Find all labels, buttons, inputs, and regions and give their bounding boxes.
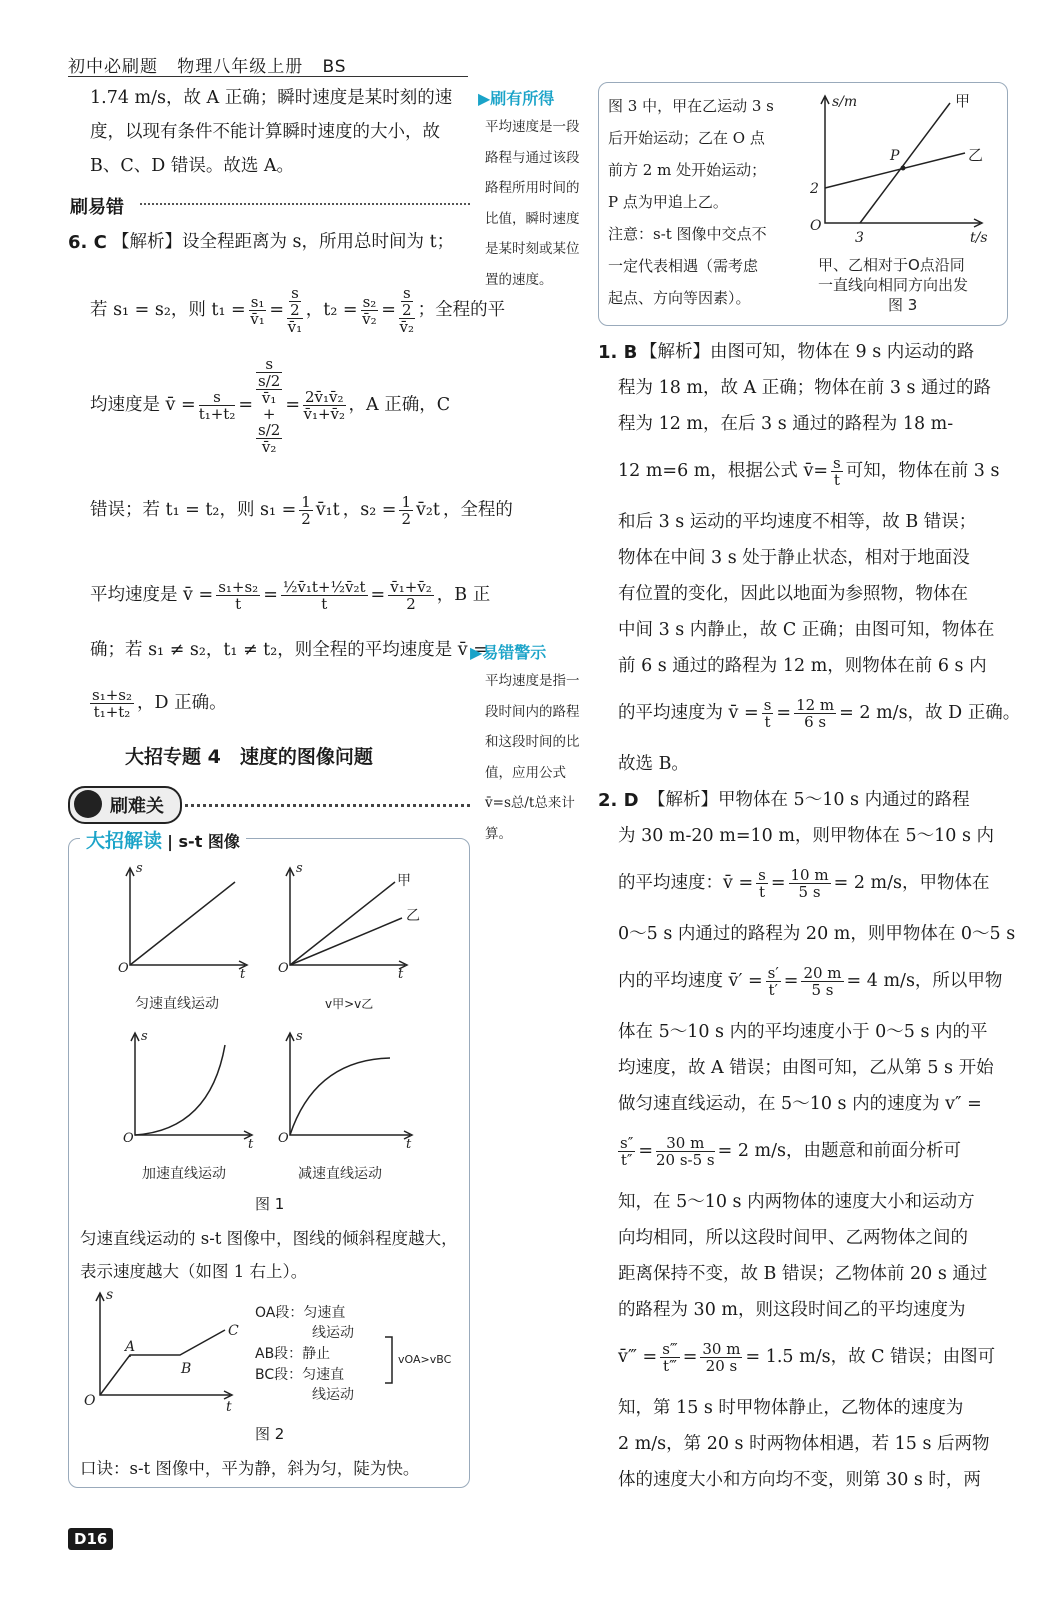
text-line: B、C、D 错误。故选 A。 <box>90 156 295 176</box>
formula-text: ，A 正确，C <box>348 395 451 415</box>
formula-text: ，D 正确。 <box>137 693 227 713</box>
svg-text:t: t <box>248 1137 254 1152</box>
fraction: $\frac{\text{s₁+s₂}}{\text{t₁+t₂}}$ <box>92 685 132 721</box>
svg-text:甲、乙相对于O点沿同: 甲、乙相对于O点沿同 <box>818 256 965 274</box>
svg-text:s: s <box>296 861 303 876</box>
text-line: 物体在中间 3 s 处于静止状态，相对于地面没 <box>618 548 970 568</box>
formula-line: 均速度是 v̄ = $\frac{s}{\text{t₁+t₂}}$ = s s/2 v̄₁ + s/2 v̄₂ = $\frac{\text{2v̄₁v̄₂}}{\text{v̄₁+v̄₂}}$ ，A 正确，C <box>90 354 451 456</box>
text-line: 和后 3 s 运动的平均速度不相等，故 B 错误； <box>618 512 977 532</box>
svg-text:s: s <box>106 1287 114 1303</box>
text-line: 均速度，故 A 错误；由图可知，乙从第 5 s 开始 <box>618 1058 994 1078</box>
subject-title: 物理八年级上册 <box>177 57 304 77</box>
side-note-tag: ▶易错警示 <box>470 643 547 662</box>
dotted-rule <box>185 804 470 807</box>
tip-box-title: 大招解读 | s-t 图像 <box>80 826 246 853</box>
svg-text:O: O <box>84 1393 96 1409</box>
svg-text:O: O <box>123 1131 134 1146</box>
formula-line: v̄‴ = $\frac{s‴}{t‴}$ = $\frac{30 m}{20 s}$ = 1.5 m/s，故 C 错误；由图可 <box>618 1339 996 1375</box>
line-yi <box>290 918 402 965</box>
svg-text:P: P <box>890 148 900 164</box>
formula-text: ；全程的平 <box>417 300 506 320</box>
formula-line <box>90 678 227 728</box>
formula-text: ，t₂ = <box>305 300 358 320</box>
text-line: 程为 12 m，在后 3 s 通过的路程为 18 m- <box>618 414 954 434</box>
svg-text:O: O <box>278 961 289 976</box>
fraction: $\frac{1}{2}$ <box>301 492 311 528</box>
figure-label: 图 1 <box>255 1195 285 1213</box>
badge <box>68 786 182 824</box>
fraction: $\frac{\text{s₁+s₂}}{t}$ <box>218 577 259 613</box>
topic-title: 大招专题 4 速度的图像问题 <box>125 746 373 768</box>
polyline-oabc <box>100 1330 225 1395</box>
book-title: 初中必刷题 <box>68 57 158 77</box>
axes <box>135 1035 250 1135</box>
text-line: 度，以现有条件不能计算瞬时速度的大小，故 <box>90 122 440 142</box>
text-line: 【解析】由图可知，物体在 9 s 内运动的路 <box>640 342 975 362</box>
tip-subtitle: s-t 图像 <box>178 832 240 851</box>
svg-text:图 3: 图 3 <box>888 296 918 314</box>
svg-text:s: s <box>296 1029 303 1044</box>
text-line: 的路程为 30 m，则这段时间乙的平均速度为 <box>618 1300 966 1320</box>
formula-text: 平均速度是 v̄ = <box>90 585 214 605</box>
line-jia <box>860 103 950 223</box>
formula-line: 的平均速度：v̄ = $\frac{s}{t}$ = $\frac{10 m}{5 s}$ = 2 m/s，甲物体在 <box>618 865 990 901</box>
text-line: 1.74 m/s，故 A 正确；瞬时速度是某时刻的速 <box>90 88 453 108</box>
question-number: 1. B <box>598 342 638 363</box>
text-line: 有位置的变化，因此以地面为参照物，物体在 <box>618 584 968 604</box>
fraction: $\frac{\text{v̄₁+v̄₂}}{2}$ <box>390 577 432 613</box>
fraction: s 2 v̄₂ <box>399 284 415 336</box>
text-line: 0～5 s 内通过的路程为 20 m，则甲物体在 0～5 s <box>618 924 1016 944</box>
svg-text:B: B <box>181 1361 192 1377</box>
fraction: $\frac{1}{2}$ <box>401 492 411 528</box>
mnemonic: 口诀：s-t 图像中，平为静，斜为匀，陡为快。 <box>80 1459 420 1478</box>
header-rule <box>68 76 468 77</box>
text-line: 做匀速直线运动，在 5～10 s 内的速度为 v″ = <box>618 1094 982 1114</box>
text-line: 2 m/s，第 20 s 时两物体相遇，若 15 s 后两物 <box>618 1434 990 1454</box>
figure-label: 图 2 <box>255 1425 285 1443</box>
text-line: 距离保持不变，故 B 错误；乙物体前 20 s 通过 <box>618 1264 988 1284</box>
caption: 匀速直线运动 <box>135 996 219 1012</box>
svg-text:vOA>vBC: vOA>vBC <box>398 1353 452 1366</box>
text-line: 程为 18 m，故 A 正确；物体在前 3 s 通过的路 <box>618 378 992 398</box>
text-line: 为 30 m-20 m=10 m，则甲物体在 5～10 s 内 <box>618 826 994 846</box>
figure-3 <box>800 88 1000 318</box>
caption: 加速直线运动 <box>142 1166 226 1182</box>
svg-text:2: 2 <box>810 181 819 197</box>
formula-text: 错误；若 t₁ = t₂，则 s₁ = <box>90 500 297 520</box>
axes <box>290 1035 410 1135</box>
svg-text:O: O <box>118 961 129 976</box>
text-line: 体的速度大小和方向均不变，则第 30 s 时，两 <box>618 1470 981 1490</box>
svg-text:A: A <box>125 1339 136 1355</box>
curve-decelerating <box>290 1058 390 1135</box>
side-note: 平均速度是一段路程与通过该段路程所用时间的比值，瞬时速度是某时刻或某位置的速度。 <box>485 119 580 288</box>
figure-note: 匀速直线运动的 s-t 图像中，图线的倾斜程度越大，表示速度越大（如图 1 右上）。 <box>80 1229 458 1281</box>
edition: BS <box>322 57 347 77</box>
text-line: 【解析】设全程距离为 s，所用总时间为 t； <box>112 232 455 252</box>
svg-text:t: t <box>226 1399 232 1415</box>
svg-text:3: 3 <box>855 230 864 246</box>
formula-line: 内的平均速度 v̄′ = $\frac{s'}{t'}$ = $\frac{20 m}{5 s}$ = 4 m/s，所以甲物 <box>618 963 1003 999</box>
text-line: 知，在 5～10 s 内两物体的速度大小和运动方 <box>618 1192 975 1212</box>
svg-text:O: O <box>810 218 822 234</box>
fraction: $\frac{\text{s₂}}{\text{v̄₂}}$ <box>362 292 377 328</box>
text-line: 中间 3 s 内静止，故 C 正确；由图可知，物体在 <box>618 620 995 640</box>
intersection-p <box>901 166 906 171</box>
formula-line: $\frac{s''}{t''}$ = $\frac{30 m}{20 s-5 s}$ = 2 m/s，由题意和前面分析可 <box>620 1133 962 1169</box>
fraction: s s/2 v̄₁ + s/2 v̄₂ <box>258 354 281 456</box>
fraction: $\frac{\text{½v̄₁t+½v̄₂t}}{t}$ <box>282 577 366 613</box>
formula-line: 错误；若 t₁ = t₂，则 s₁ = $\frac{1}{2}$ v̄₁t ，s₂ = $\frac{1}{2}$ v̄₂t ，全程的 <box>90 492 513 528</box>
badge-label: 刷难关 <box>110 796 164 817</box>
svg-text:线运动: 线运动 <box>312 1325 354 1341</box>
text-line: 故选 B。 <box>618 754 689 774</box>
caption: 减速直线运动 <box>298 1166 382 1182</box>
page-number: D16 <box>68 1528 113 1550</box>
bracket <box>385 1337 392 1383</box>
svg-text:甲: 甲 <box>955 92 971 110</box>
text-line: 确；若 s₁ ≠ s₂，t₁ ≠ t₂，则全程的平均速度是 v̄ = <box>90 640 488 660</box>
side-note-tag: ▶刷有所得 <box>478 89 555 108</box>
text-line: 知，第 15 s 时甲物体静止，乙物体的速度为 <box>618 1398 964 1418</box>
fraction: $\frac{\text{2v̄₁v̄₂}}{\text{v̄₁+v̄₂}}$ <box>303 387 346 423</box>
svg-text:BC段：匀速直: BC段：匀速直 <box>255 1367 345 1383</box>
svg-text:t: t <box>406 1137 412 1152</box>
formula-text: ，全程的 <box>442 500 513 520</box>
svg-text:一直线向相同方向出发: 一直线向相同方向出发 <box>818 276 969 294</box>
figure-1 <box>100 860 440 1190</box>
text-line: 向均相同，所以这段时间甲、乙两物体之间的 <box>618 1228 968 1248</box>
tip-title: 大招解读 <box>86 830 163 852</box>
svg-text:线运动: 线运动 <box>312 1387 354 1403</box>
svg-text:t: t <box>398 967 404 982</box>
text-line: 前 6 s 通过的路程为 12 m，则物体在前 6 s 内 <box>618 656 987 676</box>
question-number: 6. C <box>68 232 107 253</box>
formula-line: 平均速度是 v̄ = $\frac{\text{s₁+s₂}}{t}$ = $\frac{\text{½v̄₁t+½v̄₂t}}{t}$ = $\frac{\text{v̄₁+v̄₂}}{2}$ ，B 正 <box>90 577 491 613</box>
formula-text: 若 s₁ = s₂，则 t₁ = <box>90 300 246 320</box>
line-uniform <box>130 882 235 965</box>
formula-text: ，B 正 <box>436 585 491 605</box>
caption: v甲>v乙 <box>325 997 374 1011</box>
figure-3-note: 图 3 中，甲在乙运动 3 s 后开始运动；乙在 O 点 前方 2 m 处开始运动； P 点为甲追上乙。 注意：s-t 图像中交点不 一定代表相遇（需考虑 起点、方向等因素）。 <box>608 97 774 307</box>
svg-text:O: O <box>278 1131 289 1146</box>
formula-line: 若 s₁ = s₂，则 t₁ = $\frac{\text{s₁}}{\text{v̄₁}}$ = s 2 v̄₁ ，t₂ = $\frac{\text{s₂}}{\text{v̄₂}}$ = s 2 v̄₂ ；全程的平 <box>90 284 506 336</box>
label-jia: 甲 <box>397 873 411 889</box>
formula-line: 12 m=6 m，根据公式 v̄= $\frac{s}{t}$ 可知，物体在前 3 s <box>618 453 1000 489</box>
badge-icon <box>74 790 102 818</box>
svg-text:s: s <box>136 861 143 876</box>
running-header <box>68 52 347 77</box>
figure-2 <box>80 1285 465 1425</box>
text-line: 体在 5～10 s 内的平均速度小于 0～5 s 内的平 <box>618 1022 988 1042</box>
svg-text:OA段：匀速直: OA段：匀速直 <box>255 1305 346 1321</box>
dotted-rule <box>140 203 470 205</box>
svg-text:t: t <box>240 967 246 982</box>
svg-text:s: s <box>141 1029 148 1044</box>
fraction: $\frac{s}{\text{t₁+t₂}}$ <box>198 387 236 423</box>
line-jia <box>290 882 395 965</box>
svg-text:AB段：静止: AB段：静止 <box>255 1346 331 1362</box>
section-label: 刷易错 <box>70 197 124 218</box>
formula-line: 的平均速度为 v̄ = $\frac{s}{t}$ = $\frac{12 m}{6 s}$ = 2 m/s，故 D 正确。 <box>618 695 1021 731</box>
question-number: 2. D <box>598 790 639 811</box>
formula-text: 均速度是 v̄ = <box>90 395 196 415</box>
text-line: 【解析】甲物体在 5～10 s 内通过的路程 <box>648 790 970 810</box>
fraction: s 2 v̄₁ <box>287 284 303 336</box>
svg-text:乙: 乙 <box>968 146 984 164</box>
label-yi: 乙 <box>406 908 420 924</box>
svg-text:C: C <box>228 1323 239 1339</box>
fraction: $\frac{\text{s₁}}{\text{v̄₁}}$ <box>250 292 265 328</box>
svg-text:s/m: s/m <box>832 94 858 110</box>
svg-text:t/s: t/s <box>970 230 988 246</box>
side-note: 平均速度是指一段时间内的路程和这段时间的比值，应用公式 v̄=s总/t总来计算。 <box>485 673 580 842</box>
curve-accelerating <box>135 1045 225 1135</box>
formula-text: ，s₂ = <box>342 500 397 520</box>
